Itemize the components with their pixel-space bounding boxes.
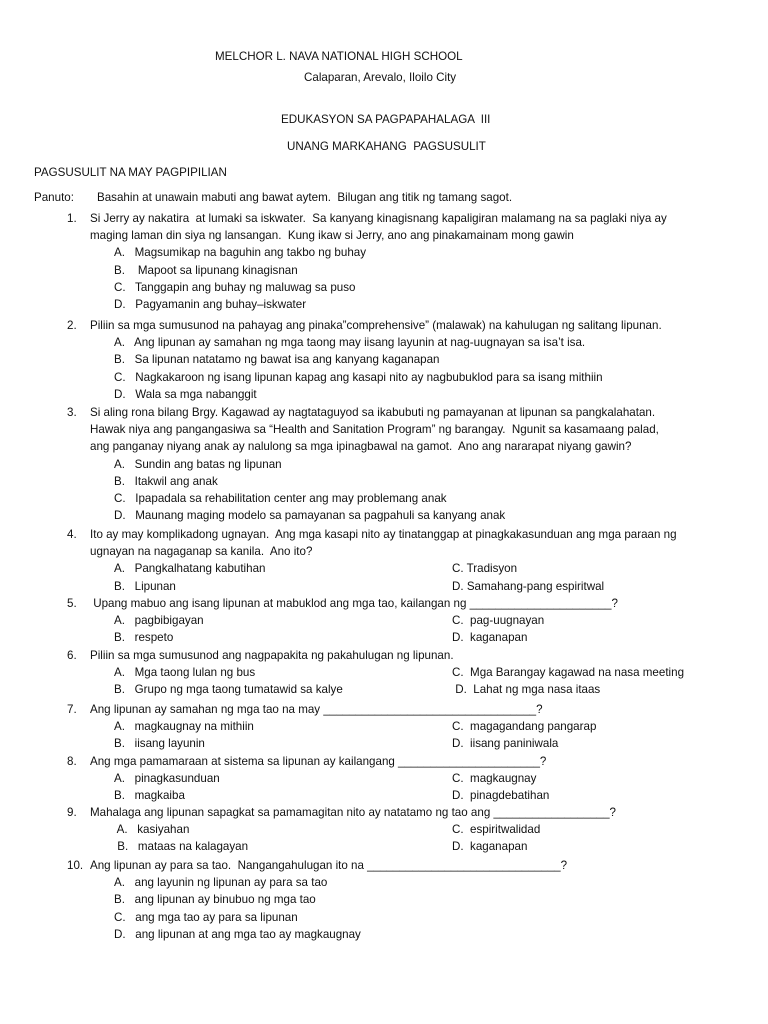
question-text: Si aling rona bilang Brgy. Kagawad ay nagtataguyod sa ikabubuti ng pamayanan at lipunan sa pangkalahatan. xyxy=(90,406,656,419)
answer-choice: D. Pagyamanin ang buhay–iskwater xyxy=(114,298,307,311)
answer-choice: C. espiritwalidad xyxy=(452,823,541,836)
school-name: MELCHOR L. NAVA NATIONAL HIGH SCHOOL xyxy=(215,50,463,63)
question-text: Ang lipunan ay samahan ng mga tao na may _________________________________? xyxy=(90,703,543,716)
answer-choice: A. pagbibigayan xyxy=(114,614,204,627)
answer-choice: C. magkaugnay xyxy=(452,772,537,785)
section-title: PAGSUSULIT NA MAY PAGPIPILIAN xyxy=(34,166,227,179)
answer-choice: B. magkaiba xyxy=(114,789,185,802)
answer-choice: A. Pangkalhatang kabutihan xyxy=(114,562,266,575)
question-number: 4. xyxy=(67,528,77,541)
answer-choice: A. Sundin ang batas ng lipunan xyxy=(114,458,282,471)
question-text: Mahalaga ang lipunan sapagkat sa pamamagitan nito ay natatamo ng tao ang __________________? xyxy=(90,806,616,819)
answer-choice: A. magkaugnay na mithiin xyxy=(114,720,254,733)
answer-choice: D. kaganapan xyxy=(452,631,528,644)
answer-choice: A. ang layunin ng lipunan ay para sa tao xyxy=(114,876,328,889)
answer-choice: B. Lipunan xyxy=(114,580,176,593)
answer-choice: A. pinagkasunduan xyxy=(114,772,220,785)
answer-choice: A. Magsumikap na baguhin ang takbo ng buhay xyxy=(114,246,367,259)
answer-choice: C. Tanggapin ang buhay ng maluwag sa puso xyxy=(114,281,356,294)
question-text: Piliin sa mga sumusunod ang nagpapakita ng pakahulugan ng lipunan. xyxy=(90,649,454,662)
question-text: Hawak niya ang pangangasiwa sa “Health and Sanitation Program” ng barangay. Ngunit sa kasamaang palad, xyxy=(90,423,659,436)
answer-choice: D. ang lipunan at ang mga tao ay magkaugnay xyxy=(114,928,361,941)
answer-choice: A. Ang lipunan ay samahan ng mga taong may iisang layunin at nag-uugnayan sa isa’t isa. xyxy=(114,336,586,349)
question-number: 5. xyxy=(67,597,77,610)
answer-choice: D. Wala sa mga nabanggit xyxy=(114,388,257,401)
directions-text: Basahin at unawain mabuti ang bawat aytem. Bilugan ang titik ng tamang sagot. xyxy=(97,191,513,204)
question-text: Piliin sa mga sumusunod na pahayag ang pinaka”comprehensive” (malawak) na kahulugan ng salitang lipunan. xyxy=(90,319,662,332)
exam-title: UNANG MARKAHANG PAGSUSULIT xyxy=(287,140,486,153)
question-text: Si Jerry ay nakatira at lumaki sa iskwater. Sa kanyang kinagisnang kapaligiran malamang na sa paglaki niya ay xyxy=(90,212,667,225)
answer-choice: D. iisang paniniwala xyxy=(452,737,559,750)
answer-choice: B. Sa lipunan natatamo ng bawat isa ang kanyang kaganapan xyxy=(114,353,440,366)
answer-choice: D. Maunang maging modelo sa pamayanan sa pagpahuli sa kanyang anak xyxy=(114,509,506,522)
question-text: Ito ay may komplikadong ugnayan. Ang mga kasapi nito ay tinatanggap at pinagkakasunduan ang mga paraan ng xyxy=(90,528,677,541)
question-number: 7. xyxy=(67,703,77,716)
answer-choice: B. Itakwil ang anak xyxy=(114,475,218,488)
answer-choice: C. ang mga tao ay para sa lipunan xyxy=(114,911,298,924)
answer-choice: A. kasiyahan xyxy=(114,823,190,836)
question-text: ugnayan na nagaganap sa kanila. Ano ito? xyxy=(90,545,313,558)
question-number: 3. xyxy=(67,406,77,419)
answer-choice: D. pinagdebatihan xyxy=(452,789,550,802)
question-number: 6. xyxy=(67,649,77,662)
answer-choice: C. magagandang pangarap xyxy=(452,720,597,733)
question-number: 2. xyxy=(67,319,77,332)
answer-choice: C. Ipapadala sa rehabilitation center ang may problemang anak xyxy=(114,492,447,505)
answer-choice: B. mataas na kalagayan xyxy=(114,840,249,853)
question-number: 10. xyxy=(67,859,84,872)
answer-choice: C. Tradisyon xyxy=(452,562,518,575)
question-number: 9. xyxy=(67,806,77,819)
question-number: 8. xyxy=(67,755,77,768)
question-number: 1. xyxy=(67,212,77,225)
question-text: Ang lipunan ay para sa tao. Nangangahulugan ito na ______________________________? xyxy=(90,859,568,872)
answer-choice: B. respeto xyxy=(114,631,174,644)
answer-choice: D. Samahang-pang espiritwal xyxy=(452,580,605,593)
answer-choice: C. Mga Barangay kagawad na nasa meeting xyxy=(452,666,685,679)
school-address: Calaparan, Arevalo, Iloilo City xyxy=(304,71,457,84)
answer-choice: B. ang lipunan ay binubuo ng mga tao xyxy=(114,893,316,906)
answer-choice: B. iisang layunin xyxy=(114,737,205,750)
question-text: Ang mga pamamaraan at sistema sa lipunan ay kailangang ______________________? xyxy=(90,755,547,768)
answer-choice: D. kaganapan xyxy=(452,840,528,853)
directions-label: Panuto: xyxy=(34,191,74,204)
answer-choice: D. Lahat ng mga nasa itaas xyxy=(452,683,601,696)
answer-choice: C. Nagkakaroon ng isang lipunan kapag ang kasapi nito ay nagbubuklod para sa isang mithiin xyxy=(114,371,603,384)
question-text: Upang mabuo ang isang lipunan at mabuklod ang mga tao, kailangan ng ______________________? xyxy=(90,597,618,610)
answer-choice: B. Grupo ng mga taong tumatawid sa kalye xyxy=(114,683,343,696)
answer-choice: A. Mga taong lulan ng bus xyxy=(114,666,256,679)
answer-choice: C. pag-uugnayan xyxy=(452,614,545,627)
answer-choice: B. Mapoot sa lipunang kinagisnan xyxy=(114,264,298,277)
question-text: maging laman din siya ng lansangan. Kung ikaw si Jerry, ano ang pinakamainam mong gawin xyxy=(90,229,574,242)
question-text: ang panganay niyang anak ay nalulong sa mga ipinagbawal na gamot. Ano ang nararapat niyang gawin? xyxy=(90,440,632,453)
subject-title: EDUKASYON SA PAGPAPAHALAGA III xyxy=(281,113,491,126)
